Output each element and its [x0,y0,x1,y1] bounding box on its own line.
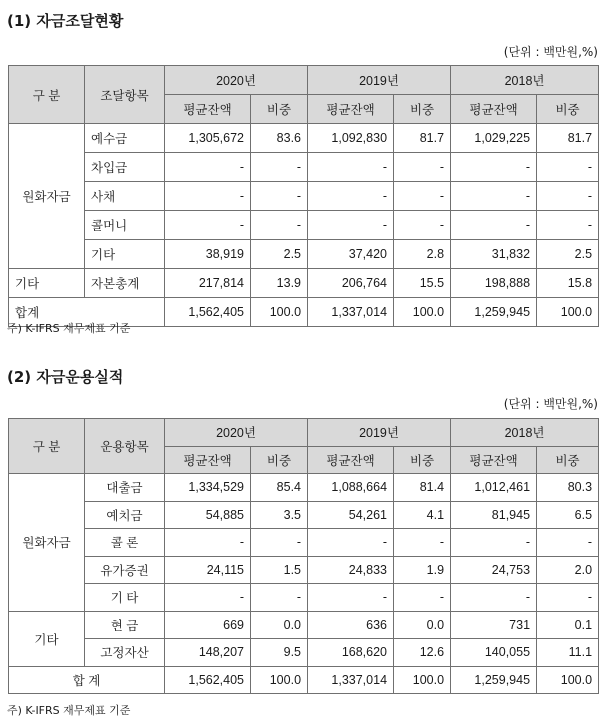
cell-value: - [308,182,394,211]
table-row [9,611,599,639]
section2-footnote: 주) K-IFRS 재무제표 기준 [7,704,131,717]
header-item: 운용항목 [85,419,165,474]
item-label: 사채 [85,182,165,211]
cell-value: - [537,153,599,182]
cell-value: 24,753 [451,556,537,584]
cell-value: 206,764 [308,269,394,298]
item-label: 예수금 [85,124,165,153]
header-year-2019: 2019년 [308,419,451,447]
cell-value: 1,562,405 [165,666,251,694]
cell-value: 100.0 [394,298,451,327]
header-ratio: 비중 [251,446,308,474]
cell-value: 2.8 [394,240,451,269]
cell-value: 4.1 [394,501,451,529]
cell-value: 80.3 [537,474,599,502]
group-label: 원화자금 [9,474,85,612]
cell-value: 1,259,945 [451,298,537,327]
cell-value: 38,919 [165,240,251,269]
item-label: 현 금 [85,611,165,639]
header-ratio: 비중 [394,95,451,124]
cell-value: 1,562,405 [165,298,251,327]
header-balance: 평균잔액 [165,446,251,474]
cell-value: 140,055 [451,639,537,667]
cell-value: - [308,529,394,557]
cell-value: - [394,211,451,240]
cell-value: - [537,529,599,557]
cell-value: 1,334,529 [165,474,251,502]
item-label: 기타 [85,240,165,269]
header-ratio: 비중 [537,95,599,124]
header-category: 구 분 [9,419,85,474]
cell-value: - [251,529,308,557]
cell-value: - [394,584,451,612]
cell-value: 100.0 [537,298,599,327]
cell-value: 100.0 [537,666,599,694]
item-label: 콜머니 [85,211,165,240]
table-row [9,529,599,557]
cell-value: 100.0 [251,298,308,327]
item-label: 대출금 [85,474,165,502]
cell-value: - [451,182,537,211]
group-label: 원화자금 [9,124,85,269]
cell-value: - [308,211,394,240]
cell-value: 81.4 [394,474,451,502]
cell-value: 148,207 [165,639,251,667]
header-balance: 평균잔액 [451,446,537,474]
cell-value: 0.0 [251,611,308,639]
cell-value: 1,012,461 [451,474,537,502]
section2-unit-label: (단위 : 백만원,%) [503,397,598,411]
cell-value: 198,888 [451,269,537,298]
cell-value: - [165,211,251,240]
table-row [9,124,599,153]
cell-value: 1,337,014 [308,666,394,694]
cell-value: - [308,153,394,182]
cell-value: 9.5 [251,639,308,667]
item-label: 자본총계 [85,269,165,298]
cell-value: 81,945 [451,501,537,529]
table-row [9,639,599,667]
item-label: 유가증권 [85,556,165,584]
group-label: 기타 [9,611,85,666]
group-label: 기타 [9,269,85,298]
header-ratio: 비중 [537,446,599,474]
header-year-2018: 2018년 [451,66,599,95]
cell-value: 1.9 [394,556,451,584]
cell-value: 1,092,830 [308,124,394,153]
cell-value: 24,115 [165,556,251,584]
item-label: 콜 론 [85,529,165,557]
cell-value: - [394,182,451,211]
section1-unit-label: (단위 : 백만원,%) [503,45,598,59]
cell-value: 669 [165,611,251,639]
cell-value: 1,259,945 [451,666,537,694]
cell-value: 2.5 [537,240,599,269]
cell-value: 217,814 [165,269,251,298]
cell-value: - [251,584,308,612]
cell-value: 6.5 [537,501,599,529]
table-row [9,474,599,502]
section1-title: (1) 자금조달현황 [7,12,124,30]
table-row [9,556,599,584]
cell-value: - [537,182,599,211]
table-row [9,501,599,529]
cell-value: - [451,584,537,612]
cell-value: - [165,584,251,612]
cell-value: 0.1 [537,611,599,639]
header-balance: 평균잔액 [308,95,394,124]
cell-value: - [451,211,537,240]
cell-value: - [451,153,537,182]
item-label: 기 타 [85,584,165,612]
header-year-2020: 2020년 [165,419,308,447]
header-year-2018: 2018년 [451,419,599,447]
table-row [9,211,599,240]
cell-value: 2.5 [251,240,308,269]
operations-table [8,418,599,694]
item-label: 고정자산 [85,639,165,667]
cell-value: 54,261 [308,501,394,529]
cell-value: 15.5 [394,269,451,298]
cell-value: 85.4 [251,474,308,502]
header-ratio: 비중 [394,446,451,474]
cell-value: 168,620 [308,639,394,667]
cell-value: - [451,529,537,557]
cell-value: 1,088,664 [308,474,394,502]
total-label: 합계 [9,298,165,327]
cell-value: 1.5 [251,556,308,584]
table-row [9,182,599,211]
funding-table [8,65,599,327]
cell-value: 15.8 [537,269,599,298]
cell-value: 31,832 [451,240,537,269]
cell-value: - [251,153,308,182]
cell-value: - [537,211,599,240]
header-balance: 평균잔액 [165,95,251,124]
cell-value: 1,337,014 [308,298,394,327]
cell-value: 0.0 [394,611,451,639]
cell-value: 11.1 [537,639,599,667]
table-row [9,240,599,269]
cell-value: 37,420 [308,240,394,269]
cell-value: - [165,182,251,211]
cell-value: 3.5 [251,501,308,529]
cell-value: - [308,584,394,612]
cell-value: - [165,529,251,557]
header-year-2019: 2019년 [308,66,451,95]
cell-value: 83.6 [251,124,308,153]
cell-value: 636 [308,611,394,639]
cell-value: 81.7 [394,124,451,153]
section1-footnote: 주) K-IFRS 재무제표 기준 [7,322,131,335]
cell-value: 13.9 [251,269,308,298]
cell-value: 100.0 [251,666,308,694]
item-label: 예치금 [85,501,165,529]
header-balance: 평균잔액 [308,446,394,474]
header-year-2020: 2020년 [165,66,308,95]
cell-value: 12.6 [394,639,451,667]
cell-value: 100.0 [394,666,451,694]
cell-value: - [537,584,599,612]
cell-value: 24,833 [308,556,394,584]
table-row [9,269,599,298]
cell-value: 54,885 [165,501,251,529]
cell-value: 731 [451,611,537,639]
cell-value: - [394,153,451,182]
header-ratio: 비중 [251,95,308,124]
section2-title: (2) 자금운용실적 [7,368,124,386]
header-balance: 평균잔액 [451,95,537,124]
total-label: 합 계 [9,666,165,694]
cell-value: 1,305,672 [165,124,251,153]
header-category: 구 분 [9,66,85,124]
cell-value: 2.0 [537,556,599,584]
cell-value: 1,029,225 [451,124,537,153]
total-row [9,666,599,694]
item-label: 차입금 [85,153,165,182]
table-row [9,153,599,182]
cell-value: - [251,182,308,211]
cell-value: - [165,153,251,182]
table-row [9,584,599,612]
cell-value: - [251,211,308,240]
cell-value: 81.7 [537,124,599,153]
cell-value: - [394,529,451,557]
header-item: 조달항목 [85,66,165,124]
